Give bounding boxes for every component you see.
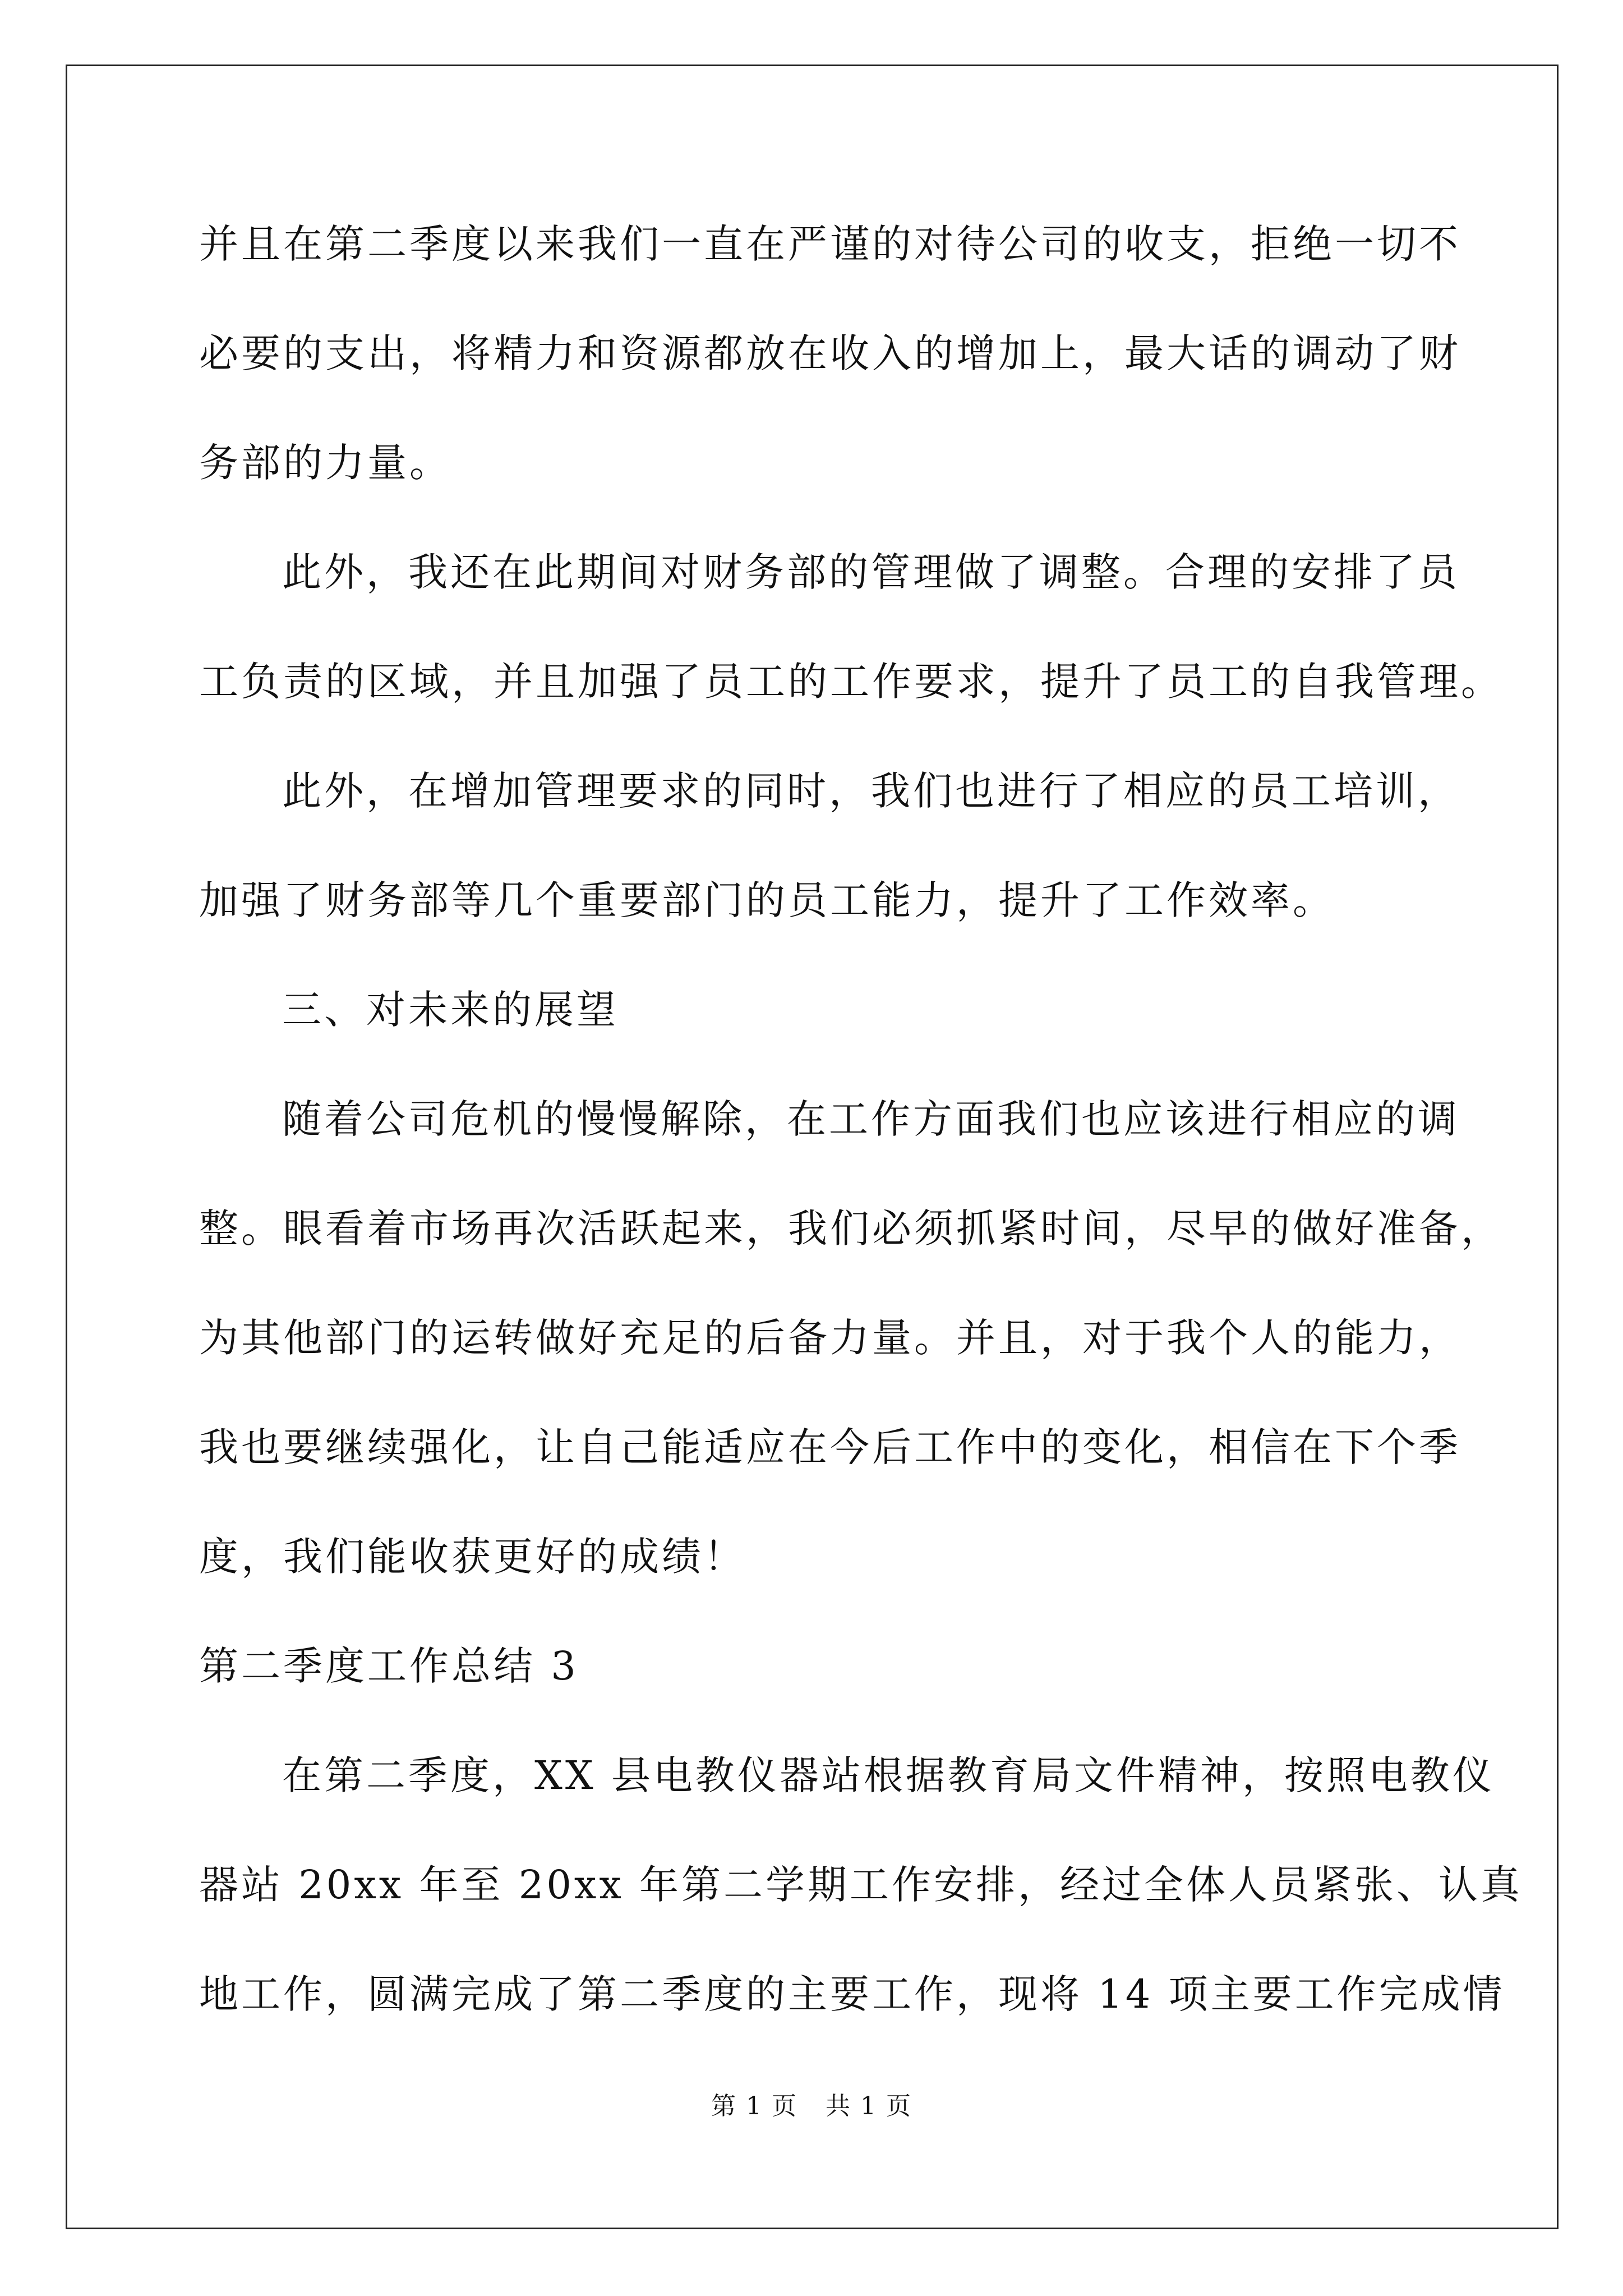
page-total: 共 1 页: [826, 2092, 912, 2120]
paragraph-line: 为其他部门的运转做好充足的后备力量。并且，对于我个人的能力，: [199, 1315, 1461, 1361]
paragraph-line: 此外，我还在此期间对财务部的管理做了调整。合理的安排了员: [282, 549, 1460, 595]
page-footer: [0, 2090, 1623, 2123]
paragraph-line: 在第二季度，XX 县电教仪器站根据教育局文件精神，按照电教仪: [282, 1752, 1495, 1798]
paragraph-line: 随着公司危机的慢慢解除，在工作方面我们也应该进行相应的调: [282, 1096, 1460, 1142]
paragraph-line: 地工作，圆满完成了第二季度的主要工作，现将 14 项主要工作完成情: [199, 1971, 1505, 2017]
paragraph-line: 务部的力量。: [199, 440, 451, 486]
paragraph-line: 并且在第二季度以来我们一直在严谨的对待公司的收支，拒绝一切不: [199, 221, 1461, 267]
paragraph-line: 加强了财务部等几个重要部门的员工能力，提升了工作效率。: [199, 877, 1335, 923]
paragraph-line: 器站 20xx 年至 20xx 年第二学期工作安排，经过全体人员紧张、认真: [199, 1862, 1523, 1908]
paragraph-line: 此外，在增加管理要求的同时，我们也进行了相应的员工培训，: [282, 768, 1460, 814]
paragraph-line: 度，我们能收获更好的成绩！: [199, 1534, 746, 1580]
paragraph-line: 我也要继续强化，让自己能适应在今后工作中的变化，相信在下个季: [199, 1424, 1461, 1470]
section-heading: 三、对未来的展望: [282, 987, 619, 1033]
paragraph-line: 必要的支出，将精力和资源都放在收入的增加上，最大话的调动了财: [199, 330, 1461, 376]
document-title: 第二季度工作总结 3: [199, 1643, 579, 1689]
page-number: 第 1 页: [711, 2092, 797, 2120]
paragraph-line: 整。眼看着市场再次活跃起来，我们必须抓紧时间，尽早的做好准备，: [199, 1205, 1503, 1251]
paragraph-line: 工负责的区域，并且加强了员工的工作要求，提升了员工的自我管理。: [199, 659, 1503, 705]
